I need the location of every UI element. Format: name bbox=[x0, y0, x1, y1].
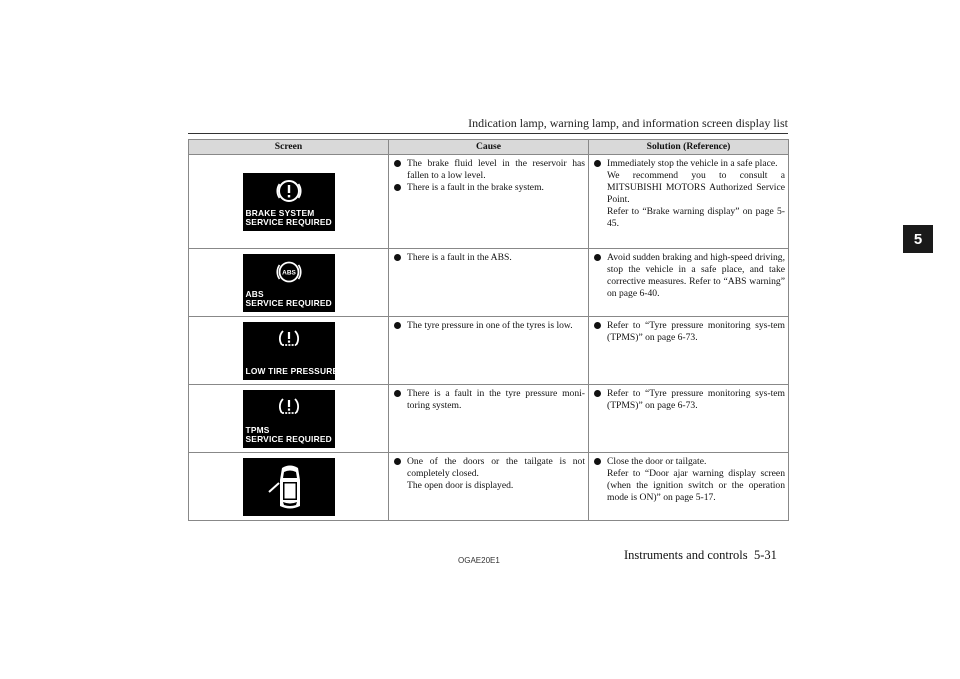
list-item bbox=[593, 320, 785, 344]
table-header-row bbox=[189, 140, 789, 155]
svg-text:ABS: ABS bbox=[281, 269, 296, 276]
display-line: SERVICE REQUIRED bbox=[245, 434, 332, 444]
screen-cell bbox=[189, 317, 389, 385]
cause-text: The tyre pressure in one of the tyres is low. bbox=[407, 320, 573, 331]
door-ajar-display bbox=[243, 458, 335, 516]
cause-text: There is a fault in the tyre pressure moni-toring system. bbox=[407, 388, 585, 411]
solution-text: Refer to “Tyre pressure monitoring sys-tem (TPMS)” on page 6-73. bbox=[607, 388, 785, 411]
column-header-solution: Solution (Reference) bbox=[589, 140, 789, 155]
cause-cell bbox=[389, 155, 589, 249]
solution-cell bbox=[589, 155, 789, 249]
solution-cell bbox=[589, 317, 789, 385]
cause-text: The brake fluid level in the reservoir has fallen to a low level. bbox=[407, 158, 585, 181]
exclamation-circle-icon bbox=[276, 178, 302, 204]
running-header: Indication lamp, warning lamp, and information screen display list bbox=[468, 116, 788, 130]
tire-pressure-icon bbox=[276, 328, 302, 352]
screen-cell bbox=[189, 249, 389, 317]
screen-cell bbox=[189, 155, 389, 249]
footer-section-title: Instruments and controls bbox=[624, 548, 748, 562]
cause-text: One of the doors or the tailgate is not completely closed. bbox=[407, 456, 585, 479]
table-row bbox=[189, 155, 789, 249]
list-item bbox=[593, 158, 785, 230]
solution-cell bbox=[589, 249, 789, 317]
cause-text: There is a fault in the brake system. bbox=[407, 182, 544, 193]
solution-text: Avoid sudden braking and high-speed driving, stop the vehicle in a safe place, and take corrective measures. Refer to “ABS warning” on page 6-40. bbox=[607, 252, 785, 299]
list-item bbox=[393, 388, 585, 412]
solution-text: We recommend you to consult a MITSUBISHI MOTORS Authorized Service Point. bbox=[607, 170, 785, 205]
header-rule bbox=[188, 133, 788, 134]
chapter-tab: 5 bbox=[903, 225, 933, 253]
table-row bbox=[189, 249, 789, 317]
table-row bbox=[189, 385, 789, 453]
abs-icon bbox=[276, 259, 302, 285]
list-item bbox=[393, 182, 585, 194]
list-item bbox=[393, 252, 585, 264]
cause-cell bbox=[389, 317, 589, 385]
screen-cell bbox=[189, 453, 389, 521]
abs-display bbox=[243, 254, 335, 312]
page-number: 5-31 bbox=[754, 548, 777, 562]
table-row bbox=[189, 453, 789, 521]
solution-text: Refer to “Door ajar warning display screen (when the ignition switch or the operation mode is ON)” on page 5-17. bbox=[607, 468, 785, 503]
solution-cell bbox=[589, 385, 789, 453]
solution-cell bbox=[589, 453, 789, 521]
list-item bbox=[593, 456, 785, 504]
display-text bbox=[246, 367, 339, 377]
list-item bbox=[393, 320, 585, 332]
cause-cell bbox=[389, 249, 589, 317]
door-ajar-car-icon bbox=[263, 460, 317, 514]
cause-text: There is a fault in the ABS. bbox=[407, 252, 512, 263]
display-text bbox=[246, 290, 332, 309]
display-line: LOW TIRE PRESSURE bbox=[245, 366, 339, 376]
list-item bbox=[393, 158, 585, 182]
list-item bbox=[593, 388, 785, 412]
cause-cell bbox=[389, 385, 589, 453]
brake-system-display bbox=[243, 173, 335, 231]
warning-display-table bbox=[188, 139, 789, 521]
display-text bbox=[246, 209, 332, 228]
list-item bbox=[593, 252, 785, 300]
solution-text: Refer to “Brake warning display” on page 5-45. bbox=[607, 206, 785, 229]
display-line: TPMS bbox=[245, 424, 270, 435]
tire-pressure-icon bbox=[276, 396, 302, 420]
display-line: SERVICE REQUIRED bbox=[245, 217, 332, 227]
tpms-display bbox=[243, 390, 335, 448]
cause-text: The open door is displayed. bbox=[407, 480, 514, 491]
solution-text: Immediately stop the vehicle in a safe place. bbox=[607, 158, 778, 169]
display-line: BRAKE SYSTEM bbox=[245, 207, 315, 218]
list-item bbox=[393, 456, 585, 492]
screen-cell bbox=[189, 385, 389, 453]
low-tire-pressure-display bbox=[243, 322, 339, 380]
solution-text: Refer to “Tyre pressure monitoring sys-tem (TPMS)” on page 6-73. bbox=[607, 320, 785, 343]
solution-text: Close the door or tailgate. bbox=[607, 456, 707, 467]
column-header-cause: Cause bbox=[389, 140, 589, 155]
cause-cell bbox=[389, 453, 589, 521]
display-line: ABS bbox=[245, 288, 264, 299]
column-header-screen: Screen bbox=[189, 140, 389, 155]
table-row bbox=[189, 317, 789, 385]
document-code: OGAE20E1 bbox=[458, 556, 500, 565]
display-text bbox=[246, 426, 332, 445]
display-line: SERVICE REQUIRED bbox=[245, 298, 332, 308]
